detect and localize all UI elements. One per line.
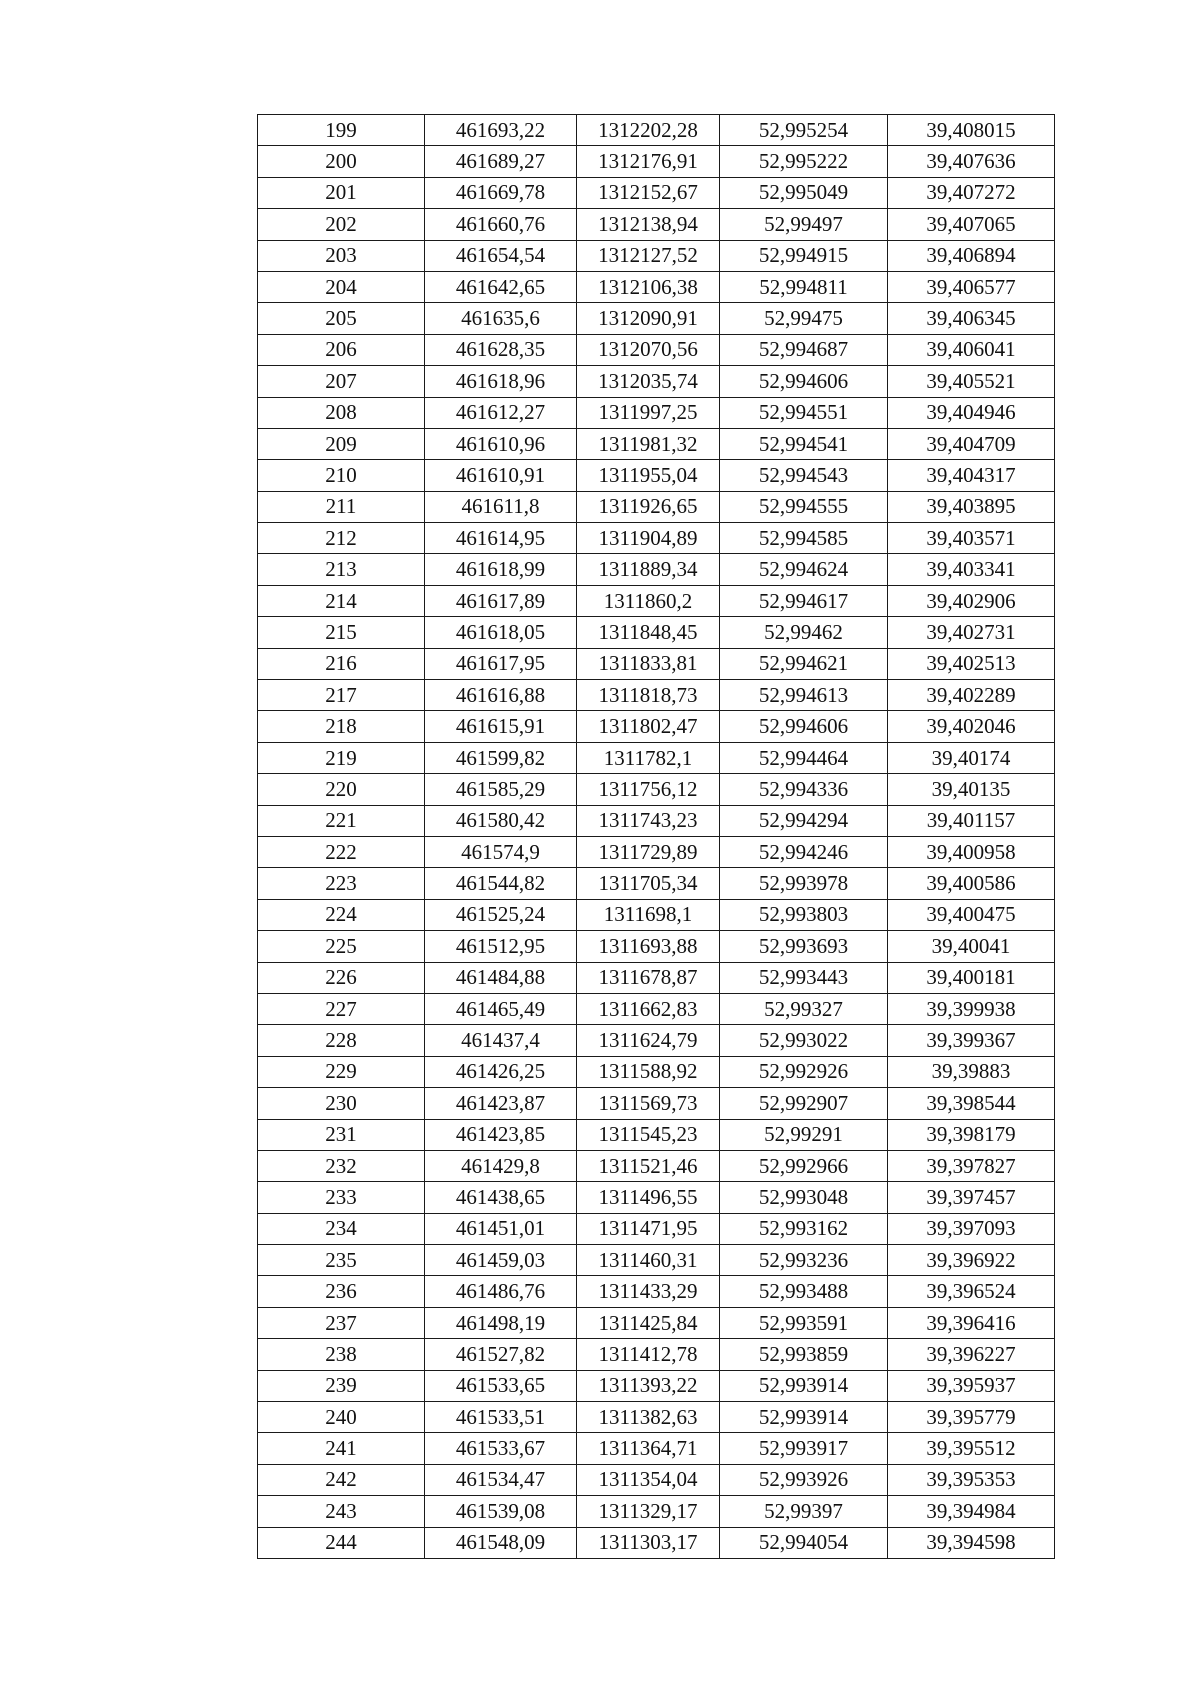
point-number-cell: 207 <box>258 366 425 397</box>
y-coordinate-cell: 1311889,34 <box>577 554 720 585</box>
x-coordinate-cell: 461544,82 <box>425 868 577 899</box>
y-coordinate-cell: 1311412,78 <box>577 1339 720 1370</box>
point-number-cell: 233 <box>258 1182 425 1213</box>
latitude-cell: 52,993488 <box>720 1276 888 1307</box>
point-number-cell: 206 <box>258 334 425 365</box>
longitude-cell: 39,402289 <box>888 680 1055 711</box>
longitude-cell: 39,397093 <box>888 1213 1055 1244</box>
y-coordinate-cell: 1311662,83 <box>577 993 720 1024</box>
table-row <box>258 428 1055 459</box>
x-coordinate-cell: 461498,19 <box>425 1307 577 1338</box>
x-coordinate-cell: 461618,96 <box>425 366 577 397</box>
latitude-cell: 52,993926 <box>720 1464 888 1495</box>
longitude-cell: 39,402906 <box>888 585 1055 616</box>
point-number-cell: 228 <box>258 1025 425 1056</box>
longitude-cell: 39,404709 <box>888 428 1055 459</box>
x-coordinate-cell: 461512,95 <box>425 931 577 962</box>
latitude-cell: 52,99497 <box>720 209 888 240</box>
latitude-cell: 52,994464 <box>720 742 888 773</box>
longitude-cell: 39,407636 <box>888 146 1055 177</box>
point-number-cell: 224 <box>258 899 425 930</box>
point-number-cell: 216 <box>258 648 425 679</box>
latitude-cell: 52,993917 <box>720 1433 888 1464</box>
x-coordinate-cell: 461539,08 <box>425 1496 577 1527</box>
y-coordinate-cell: 1311393,22 <box>577 1370 720 1401</box>
latitude-cell: 52,993591 <box>720 1307 888 1338</box>
latitude-cell: 52,993048 <box>720 1182 888 1213</box>
longitude-cell: 39,396416 <box>888 1307 1055 1338</box>
x-coordinate-cell: 461438,65 <box>425 1182 577 1213</box>
table-row <box>258 523 1055 554</box>
point-number-cell: 243 <box>258 1496 425 1527</box>
y-coordinate-cell: 1311496,55 <box>577 1182 720 1213</box>
longitude-cell: 39,403571 <box>888 523 1055 554</box>
latitude-cell: 52,99475 <box>720 303 888 334</box>
point-number-cell: 240 <box>258 1402 425 1433</box>
y-coordinate-cell: 1311981,32 <box>577 428 720 459</box>
y-coordinate-cell: 1311743,23 <box>577 805 720 836</box>
table-row <box>258 334 1055 365</box>
point-number-cell: 229 <box>258 1056 425 1087</box>
latitude-cell: 52,994624 <box>720 554 888 585</box>
point-number-cell: 223 <box>258 868 425 899</box>
table-row <box>258 397 1055 428</box>
table-row <box>258 680 1055 711</box>
longitude-cell: 39,402731 <box>888 617 1055 648</box>
latitude-cell: 52,99291 <box>720 1119 888 1150</box>
x-coordinate-cell: 461426,25 <box>425 1056 577 1087</box>
latitude-cell: 52,993022 <box>720 1025 888 1056</box>
longitude-cell: 39,40135 <box>888 774 1055 805</box>
table-row <box>258 146 1055 177</box>
longitude-cell: 39,397827 <box>888 1150 1055 1181</box>
y-coordinate-cell: 1311425,84 <box>577 1307 720 1338</box>
x-coordinate-cell: 461533,65 <box>425 1370 577 1401</box>
table-row <box>258 774 1055 805</box>
x-coordinate-cell: 461610,91 <box>425 460 577 491</box>
point-number-cell: 212 <box>258 523 425 554</box>
latitude-cell: 52,994915 <box>720 240 888 271</box>
longitude-cell: 39,402046 <box>888 711 1055 742</box>
longitude-cell: 39,399367 <box>888 1025 1055 1056</box>
point-number-cell: 244 <box>258 1527 425 1558</box>
y-coordinate-cell: 1311433,29 <box>577 1276 720 1307</box>
point-number-cell: 217 <box>258 680 425 711</box>
y-coordinate-cell: 1311624,79 <box>577 1025 720 1056</box>
x-coordinate-cell: 461585,29 <box>425 774 577 805</box>
y-coordinate-cell: 1311848,45 <box>577 617 720 648</box>
x-coordinate-cell: 461527,82 <box>425 1339 577 1370</box>
latitude-cell: 52,993803 <box>720 899 888 930</box>
latitude-cell: 52,993859 <box>720 1339 888 1370</box>
x-coordinate-cell: 461628,35 <box>425 334 577 365</box>
point-number-cell: 214 <box>258 585 425 616</box>
x-coordinate-cell: 461484,88 <box>425 962 577 993</box>
table-row <box>258 240 1055 271</box>
point-number-cell: 226 <box>258 962 425 993</box>
point-number-cell: 203 <box>258 240 425 271</box>
longitude-cell: 39,399938 <box>888 993 1055 1024</box>
table-row <box>258 1213 1055 1244</box>
longitude-cell: 39,396922 <box>888 1245 1055 1276</box>
y-coordinate-cell: 1311705,34 <box>577 868 720 899</box>
latitude-cell: 52,993914 <box>720 1402 888 1433</box>
latitude-cell: 52,994606 <box>720 711 888 742</box>
latitude-cell: 52,994555 <box>720 491 888 522</box>
longitude-cell: 39,403895 <box>888 491 1055 522</box>
y-coordinate-cell: 1311756,12 <box>577 774 720 805</box>
y-coordinate-cell: 1311802,47 <box>577 711 720 742</box>
y-coordinate-cell: 1312035,74 <box>577 366 720 397</box>
point-number-cell: 232 <box>258 1150 425 1181</box>
longitude-cell: 39,397457 <box>888 1182 1055 1213</box>
latitude-cell: 52,994687 <box>720 334 888 365</box>
point-number-cell: 238 <box>258 1339 425 1370</box>
longitude-cell: 39,403341 <box>888 554 1055 585</box>
x-coordinate-cell: 461693,22 <box>425 115 577 146</box>
table-row <box>258 1339 1055 1370</box>
y-coordinate-cell: 1311833,81 <box>577 648 720 679</box>
x-coordinate-cell: 461654,54 <box>425 240 577 271</box>
y-coordinate-cell: 1311693,88 <box>577 931 720 962</box>
point-number-cell: 237 <box>258 1307 425 1338</box>
x-coordinate-cell: 461614,95 <box>425 523 577 554</box>
table-row <box>258 303 1055 334</box>
table-row <box>258 711 1055 742</box>
x-coordinate-cell: 461534,47 <box>425 1464 577 1495</box>
point-number-cell: 230 <box>258 1088 425 1119</box>
latitude-cell: 52,993443 <box>720 962 888 993</box>
y-coordinate-cell: 1312202,28 <box>577 115 720 146</box>
y-coordinate-cell: 1311569,73 <box>577 1088 720 1119</box>
y-coordinate-cell: 1311460,31 <box>577 1245 720 1276</box>
longitude-cell: 39,398544 <box>888 1088 1055 1119</box>
x-coordinate-cell: 461465,49 <box>425 993 577 1024</box>
latitude-cell: 52,993162 <box>720 1213 888 1244</box>
table-row <box>258 115 1055 146</box>
y-coordinate-cell: 1312152,67 <box>577 177 720 208</box>
table-row <box>258 1496 1055 1527</box>
point-number-cell: 205 <box>258 303 425 334</box>
point-number-cell: 201 <box>258 177 425 208</box>
x-coordinate-cell: 461451,01 <box>425 1213 577 1244</box>
y-coordinate-cell: 1312106,38 <box>577 271 720 302</box>
latitude-cell: 52,994621 <box>720 648 888 679</box>
x-coordinate-cell: 461574,9 <box>425 836 577 867</box>
longitude-cell: 39,396227 <box>888 1339 1055 1370</box>
coordinates-table <box>257 114 1055 1559</box>
table-row <box>258 1402 1055 1433</box>
y-coordinate-cell: 1311364,71 <box>577 1433 720 1464</box>
latitude-cell: 52,995049 <box>720 177 888 208</box>
x-coordinate-cell: 461423,87 <box>425 1088 577 1119</box>
y-coordinate-cell: 1311904,89 <box>577 523 720 554</box>
table-row <box>258 1433 1055 1464</box>
longitude-cell: 39,405521 <box>888 366 1055 397</box>
y-coordinate-cell: 1311782,1 <box>577 742 720 773</box>
latitude-cell: 52,994054 <box>720 1527 888 1558</box>
latitude-cell: 52,994336 <box>720 774 888 805</box>
y-coordinate-cell: 1311471,95 <box>577 1213 720 1244</box>
latitude-cell: 52,994294 <box>720 805 888 836</box>
y-coordinate-cell: 1312176,91 <box>577 146 720 177</box>
table-row <box>258 1527 1055 1558</box>
latitude-cell: 52,995222 <box>720 146 888 177</box>
latitude-cell: 52,994551 <box>720 397 888 428</box>
point-number-cell: 218 <box>258 711 425 742</box>
point-number-cell: 236 <box>258 1276 425 1307</box>
longitude-cell: 39,394598 <box>888 1527 1055 1558</box>
table-row <box>258 648 1055 679</box>
point-number-cell: 199 <box>258 115 425 146</box>
x-coordinate-cell: 461642,65 <box>425 271 577 302</box>
x-coordinate-cell: 461618,05 <box>425 617 577 648</box>
point-number-cell: 234 <box>258 1213 425 1244</box>
table-row <box>258 931 1055 962</box>
latitude-cell: 52,994811 <box>720 271 888 302</box>
table-row <box>258 1245 1055 1276</box>
table-row <box>258 460 1055 491</box>
y-coordinate-cell: 1312070,56 <box>577 334 720 365</box>
latitude-cell: 52,994613 <box>720 680 888 711</box>
x-coordinate-cell: 461548,09 <box>425 1527 577 1558</box>
point-number-cell: 210 <box>258 460 425 491</box>
longitude-cell: 39,404317 <box>888 460 1055 491</box>
longitude-cell: 39,400181 <box>888 962 1055 993</box>
y-coordinate-cell: 1311955,04 <box>577 460 720 491</box>
point-number-cell: 241 <box>258 1433 425 1464</box>
point-number-cell: 225 <box>258 931 425 962</box>
latitude-cell: 52,994617 <box>720 585 888 616</box>
latitude-cell: 52,993978 <box>720 868 888 899</box>
table-row <box>258 1370 1055 1401</box>
point-number-cell: 209 <box>258 428 425 459</box>
y-coordinate-cell: 1311818,73 <box>577 680 720 711</box>
x-coordinate-cell: 461525,24 <box>425 899 577 930</box>
table-row <box>258 1119 1055 1150</box>
longitude-cell: 39,40041 <box>888 931 1055 962</box>
x-coordinate-cell: 461423,85 <box>425 1119 577 1150</box>
point-number-cell: 221 <box>258 805 425 836</box>
point-number-cell: 211 <box>258 491 425 522</box>
point-number-cell: 213 <box>258 554 425 585</box>
point-number-cell: 239 <box>258 1370 425 1401</box>
x-coordinate-cell: 461599,82 <box>425 742 577 773</box>
x-coordinate-cell: 461610,96 <box>425 428 577 459</box>
latitude-cell: 52,99327 <box>720 993 888 1024</box>
latitude-cell: 52,992907 <box>720 1088 888 1119</box>
y-coordinate-cell: 1312138,94 <box>577 209 720 240</box>
table-row <box>258 209 1055 240</box>
x-coordinate-cell: 461616,88 <box>425 680 577 711</box>
point-number-cell: 200 <box>258 146 425 177</box>
table-row <box>258 554 1055 585</box>
table-row <box>258 1056 1055 1087</box>
y-coordinate-cell: 1311588,92 <box>577 1056 720 1087</box>
point-number-cell: 208 <box>258 397 425 428</box>
x-coordinate-cell: 461533,67 <box>425 1433 577 1464</box>
table-row <box>258 805 1055 836</box>
longitude-cell: 39,402513 <box>888 648 1055 679</box>
y-coordinate-cell: 1311860,2 <box>577 585 720 616</box>
longitude-cell: 39,398179 <box>888 1119 1055 1150</box>
y-coordinate-cell: 1312127,52 <box>577 240 720 271</box>
y-coordinate-cell: 1311303,17 <box>577 1527 720 1558</box>
latitude-cell: 52,994246 <box>720 836 888 867</box>
y-coordinate-cell: 1311698,1 <box>577 899 720 930</box>
table-row <box>258 491 1055 522</box>
table-row <box>258 1150 1055 1181</box>
x-coordinate-cell: 461611,8 <box>425 491 577 522</box>
latitude-cell: 52,994606 <box>720 366 888 397</box>
table-row <box>258 993 1055 1024</box>
table-row <box>258 1182 1055 1213</box>
x-coordinate-cell: 461689,27 <box>425 146 577 177</box>
latitude-cell: 52,993236 <box>720 1245 888 1276</box>
point-number-cell: 204 <box>258 271 425 302</box>
x-coordinate-cell: 461437,4 <box>425 1025 577 1056</box>
longitude-cell: 39,406041 <box>888 334 1055 365</box>
table-row <box>258 1088 1055 1119</box>
y-coordinate-cell: 1311382,63 <box>577 1402 720 1433</box>
longitude-cell: 39,395937 <box>888 1370 1055 1401</box>
longitude-cell: 39,406345 <box>888 303 1055 334</box>
latitude-cell: 52,994585 <box>720 523 888 554</box>
table-row <box>258 1276 1055 1307</box>
latitude-cell: 52,993693 <box>720 931 888 962</box>
x-coordinate-cell: 461617,89 <box>425 585 577 616</box>
point-number-cell: 215 <box>258 617 425 648</box>
table-row <box>258 899 1055 930</box>
latitude-cell: 52,992926 <box>720 1056 888 1087</box>
table-row <box>258 177 1055 208</box>
longitude-cell: 39,404946 <box>888 397 1055 428</box>
table-row <box>258 1025 1055 1056</box>
x-coordinate-cell: 461486,76 <box>425 1276 577 1307</box>
point-number-cell: 202 <box>258 209 425 240</box>
longitude-cell: 39,395353 <box>888 1464 1055 1495</box>
y-coordinate-cell: 1311729,89 <box>577 836 720 867</box>
y-coordinate-cell: 1311521,46 <box>577 1150 720 1181</box>
longitude-cell: 39,407065 <box>888 209 1055 240</box>
latitude-cell: 52,993914 <box>720 1370 888 1401</box>
latitude-cell: 52,995254 <box>720 115 888 146</box>
x-coordinate-cell: 461459,03 <box>425 1245 577 1276</box>
longitude-cell: 39,406577 <box>888 271 1055 302</box>
point-number-cell: 227 <box>258 993 425 1024</box>
x-coordinate-cell: 461615,91 <box>425 711 577 742</box>
latitude-cell: 52,994541 <box>720 428 888 459</box>
y-coordinate-cell: 1311997,25 <box>577 397 720 428</box>
y-coordinate-cell: 1311678,87 <box>577 962 720 993</box>
table-row <box>258 585 1055 616</box>
y-coordinate-cell: 1312090,91 <box>577 303 720 334</box>
table-row <box>258 836 1055 867</box>
table-row <box>258 617 1055 648</box>
table-row <box>258 742 1055 773</box>
y-coordinate-cell: 1311545,23 <box>577 1119 720 1150</box>
latitude-cell: 52,99397 <box>720 1496 888 1527</box>
x-coordinate-cell: 461669,78 <box>425 177 577 208</box>
longitude-cell: 39,395512 <box>888 1433 1055 1464</box>
y-coordinate-cell: 1311329,17 <box>577 1496 720 1527</box>
longitude-cell: 39,400586 <box>888 868 1055 899</box>
coordinates-table-body <box>258 115 1055 1559</box>
y-coordinate-cell: 1311354,04 <box>577 1464 720 1495</box>
point-number-cell: 222 <box>258 836 425 867</box>
x-coordinate-cell: 461617,95 <box>425 648 577 679</box>
point-number-cell: 219 <box>258 742 425 773</box>
table-row <box>258 962 1055 993</box>
x-coordinate-cell: 461660,76 <box>425 209 577 240</box>
x-coordinate-cell: 461580,42 <box>425 805 577 836</box>
table-row <box>258 366 1055 397</box>
x-coordinate-cell: 461635,6 <box>425 303 577 334</box>
latitude-cell: 52,99462 <box>720 617 888 648</box>
point-number-cell: 242 <box>258 1464 425 1495</box>
longitude-cell: 39,407272 <box>888 177 1055 208</box>
table-row <box>258 271 1055 302</box>
x-coordinate-cell: 461533,51 <box>425 1402 577 1433</box>
point-number-cell: 220 <box>258 774 425 805</box>
table-row <box>258 868 1055 899</box>
table-row <box>258 1307 1055 1338</box>
longitude-cell: 39,400958 <box>888 836 1055 867</box>
point-number-cell: 231 <box>258 1119 425 1150</box>
x-coordinate-cell: 461618,99 <box>425 554 577 585</box>
longitude-cell: 39,401157 <box>888 805 1055 836</box>
latitude-cell: 52,992966 <box>720 1150 888 1181</box>
longitude-cell: 39,406894 <box>888 240 1055 271</box>
y-coordinate-cell: 1311926,65 <box>577 491 720 522</box>
table-row <box>258 1464 1055 1495</box>
longitude-cell: 39,395779 <box>888 1402 1055 1433</box>
latitude-cell: 52,994543 <box>720 460 888 491</box>
x-coordinate-cell: 461612,27 <box>425 397 577 428</box>
longitude-cell: 39,394984 <box>888 1496 1055 1527</box>
longitude-cell: 39,39883 <box>888 1056 1055 1087</box>
longitude-cell: 39,40174 <box>888 742 1055 773</box>
x-coordinate-cell: 461429,8 <box>425 1150 577 1181</box>
longitude-cell: 39,396524 <box>888 1276 1055 1307</box>
point-number-cell: 235 <box>258 1245 425 1276</box>
longitude-cell: 39,408015 <box>888 115 1055 146</box>
longitude-cell: 39,400475 <box>888 899 1055 930</box>
